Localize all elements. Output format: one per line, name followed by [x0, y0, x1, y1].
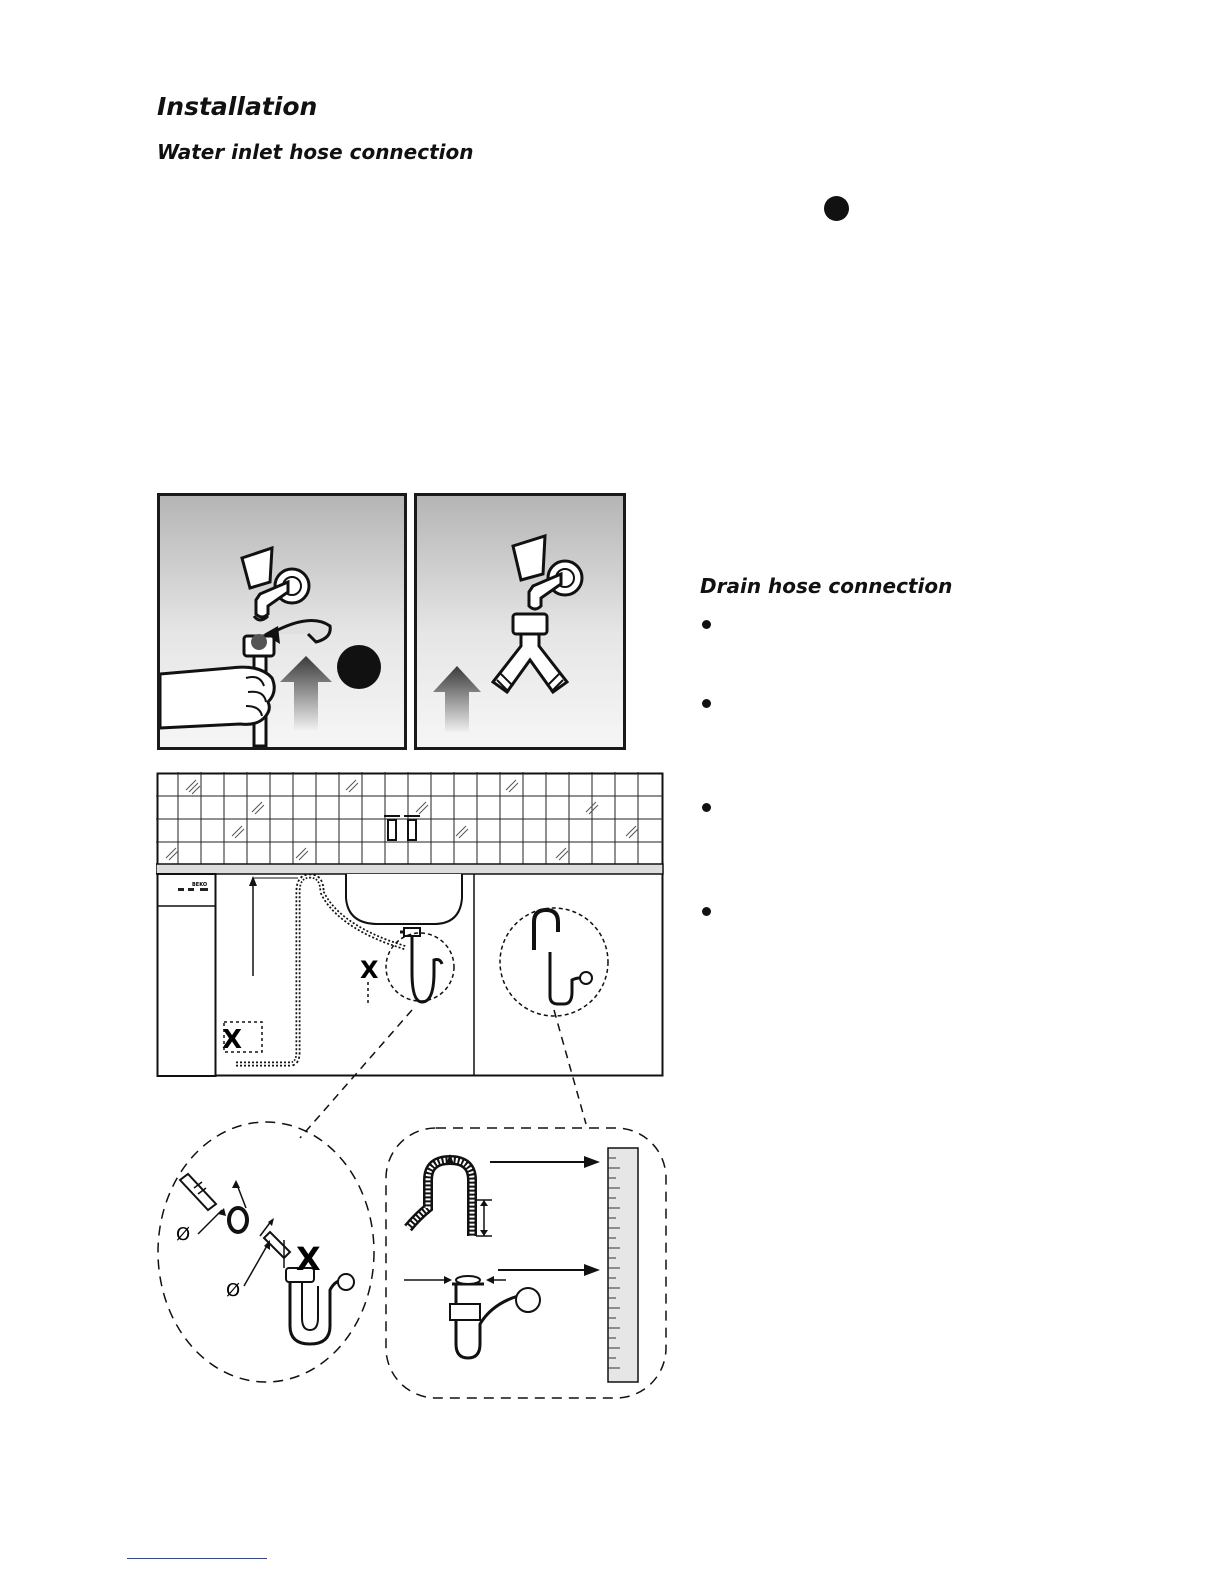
page-title: Installation: [157, 92, 318, 121]
standpipe-detail-drawing: [384, 1124, 670, 1404]
diameter-label-hose: Ø: [176, 1224, 191, 1245]
brand-label: BEKO: [192, 882, 208, 888]
section-heading-drain: Drain hose connection: [700, 574, 953, 598]
forbidden-mark-floor: X: [222, 1025, 243, 1055]
dashed-detail-outline: [158, 1122, 374, 1382]
siphon-detail-drawing: [150, 1118, 380, 1388]
hose-elbow: [408, 1160, 472, 1236]
footer-link-line: [127, 1558, 267, 1559]
hose-end: [180, 1174, 216, 1210]
figure-standpipe-detail: [384, 1124, 670, 1404]
figure-siphon-detail: [150, 1118, 380, 1388]
section-heading-water-inlet: Water inlet hose connection: [157, 140, 474, 164]
forbidden-mark-sink: X: [360, 956, 379, 984]
forbidden-mark-siphon: X: [296, 1240, 321, 1278]
hose-clamp: [229, 1208, 247, 1232]
diameter-label-connector: Ø: [226, 1280, 241, 1301]
measuring-ruler: [608, 1148, 638, 1382]
